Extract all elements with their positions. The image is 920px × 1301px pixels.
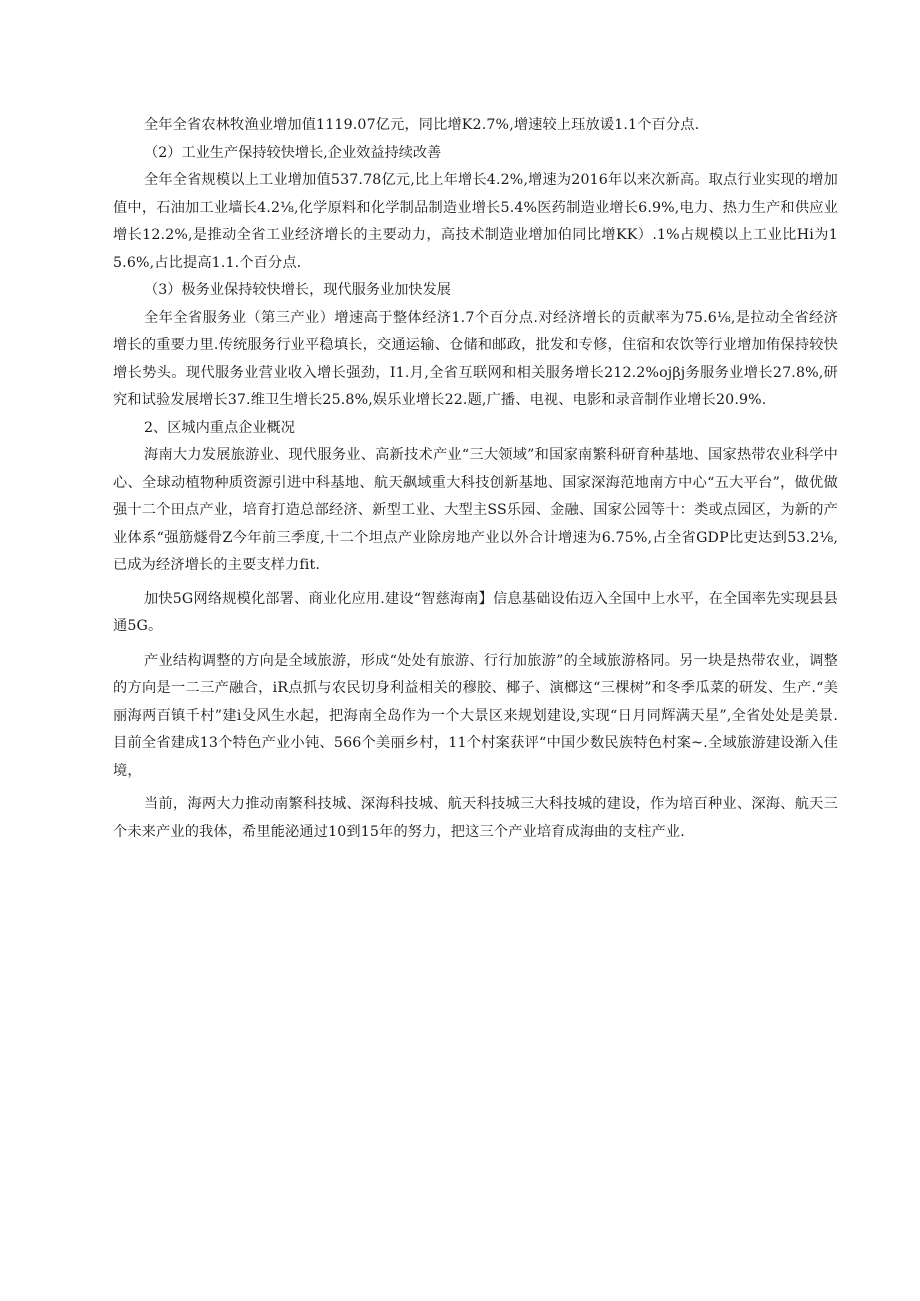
paragraph-tourism-agriculture: 产业结构调整的方向是全域旅游，形成“处处有旅游、行行加旅游”的全域旅游格同。另一块是热带农业，调整的方向是一二三产融合，iR点抓与农民切身利益相关的穆胶、椰子、演榔这“三棵树”和冬季瓜菜的研发、生产.“美丽海两百镇千村”建i殳风生水起，把海南全岛作为一个大景区来规划建设,实现“日月同辉满天星”,全省处处是美景.目前全省建成13个特色产业小钝、566个美丽乡村，11个村案获评“中国少数民族特色村案~.全域旅游建设渐入佳境，: [113, 652, 838, 779]
paragraph-services: 全年全省服务业（第三产业）增速高于整体经济1.7个百分点.对经济增长的贡献率为75.6⅛,是拉动全省经济增长的重要力里.传统服务行业平稳填长，交通运输、仓储和邮政，批发和专修，住宿和农饮等行业增加侑保持较快增长势头。现代服务业营业收入增长强劲，I1.月,全省互联网和相关服务增长212.2%οjβj务服务业增长27.8%,研究和试验发展增长37.维卫生增长25.8%,娱乐业增长22.题,广播、电视、电影和录音制作业增长20.9%.: [113, 309, 838, 408]
paragraph-5g: 加快5G网络规模化部署、商业化应用.建设“智慈海南】信息基础设佑迈入全国中上水平，在全国率先实现县县通5G。: [113, 590, 838, 634]
heading-industry: （2）工业生产保持较快增长,企业效益持续改善: [144, 144, 442, 161]
paragraph-agriculture: 全年全省农林牧渔业增加值1119.07亿元，同比增K2.7%,增速较上珏放谖1.1个百分点.: [144, 117, 700, 133]
paragraph-science-cities: 当前，海两大力推动南繁科技城、深海科技城、航天科技城三大科技城的建设，作为培百种业、深海、航天三个未来产业的我体，希里能泌通过10到15年的努力，把这三个产业培育成海曲的支柱产业.: [113, 796, 838, 840]
heading-key-enterprises: 2、区城内重点企业概况: [144, 419, 295, 436]
heading-services: （3）极务业保持较快增长，现代服务业加快发展: [144, 282, 451, 298]
document-body: [113, 112, 838, 846]
paragraph-key-industries: 海南大力发展旅游业、现代服务业、高新技术产业“三大领域”和国家南繁科研育种基地、国家热带农业科学中心、全球动植物种质资源引进中科基地、航天飙域重大科技创新基地、国家深海范地南方中心“五大平台”，做优做强十二个田点产业，培育打造总部经济、新型工业、大型主SS乐园、金融、国家公园等十：类或点园区，为新的产业体系“强筋燧骨Z今年前三季度,十二个坦点产业除房地产业以外合计增速为6.75%,占全省GDP比吏达到53.2⅛,已成为经济增长的主要支样力fit.: [113, 447, 838, 573]
paragraph-industry: 全年全省规模以上工业增加值537.78亿元,比上年增长4.2%,增速为2016年以来次新高。取点行业实现的增加值中，石油加工业墙长4.2⅛,化学原料和化学制品制造业增长5.4%医药制造业增长6.9%,电力、热力生产和供应业增长12.2%,是推动全省工业经济增长的主要动力，高技术制造业增加伯同比增KK）.1%占规模以上工业比Hi为15.6%,占比提高1.1.个百分点.: [113, 172, 838, 271]
